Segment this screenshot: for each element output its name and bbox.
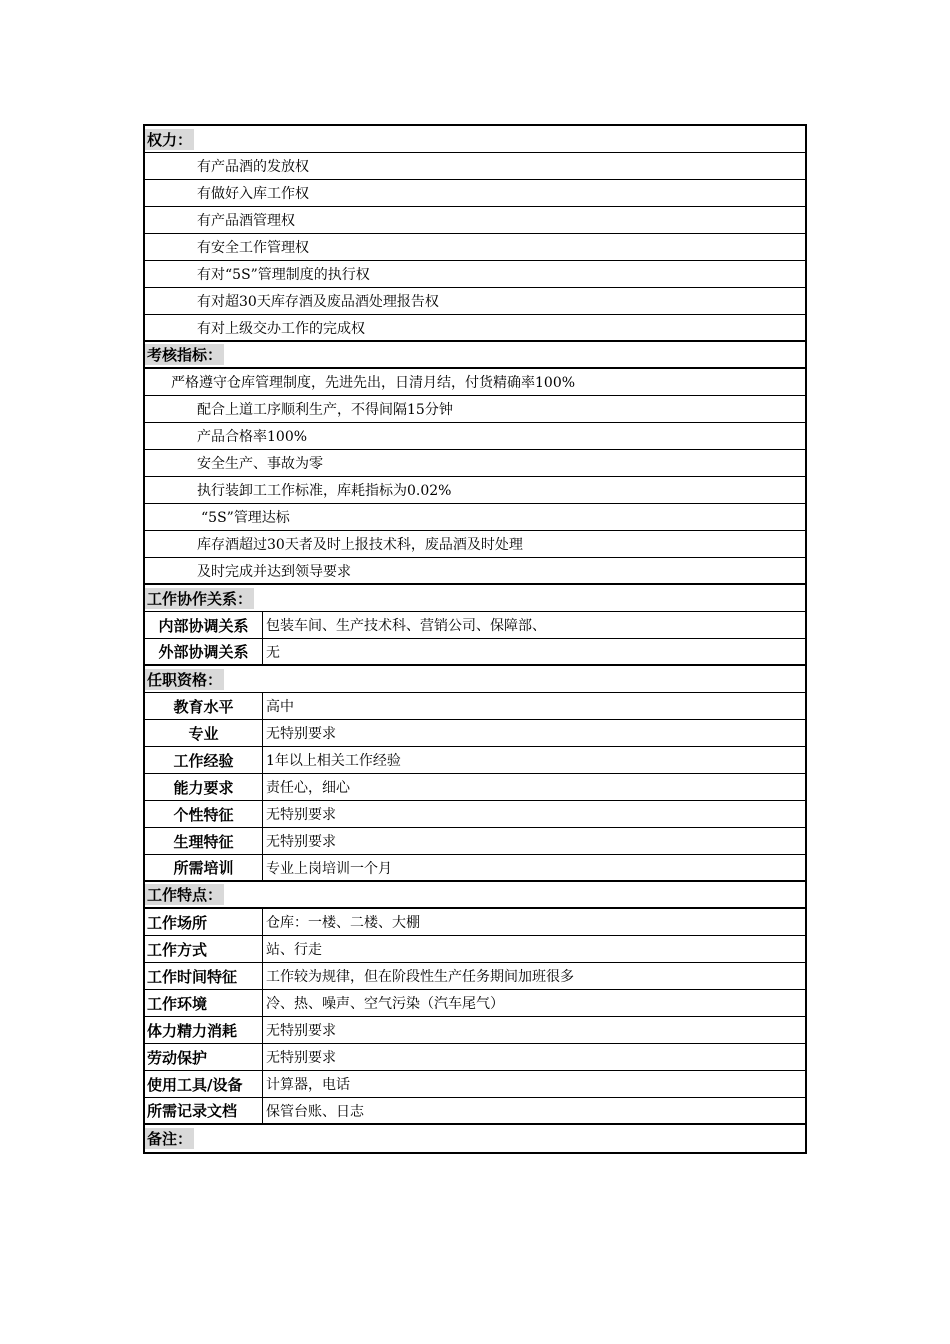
qualification-row	[145, 855, 805, 882]
features-label: 使用工具/设备	[145, 1071, 263, 1097]
features-value: 无特别要求	[266, 1023, 336, 1039]
cooperation-header	[145, 585, 805, 612]
features-row	[145, 1071, 805, 1098]
qualification-value: 专业上岗培训一个月	[266, 860, 392, 877]
features-value: 保管台账、日志	[266, 1103, 364, 1120]
authority-item: 有安全工作管理权	[145, 234, 805, 261]
kpi-item: 及时完成并达到领导要求	[145, 558, 805, 585]
cooperation-label: 内部协调关系	[145, 612, 263, 638]
remarks-title: 备注：	[147, 1130, 193, 1148]
qualification-header	[145, 666, 805, 693]
qualification-row	[145, 828, 805, 855]
job-description-table	[143, 124, 807, 1154]
qualification-row	[145, 693, 805, 720]
kpi-item: 执行装卸工工作标准，库耗指标为0.02%	[145, 477, 805, 504]
features-value: 仓库：一楼、二楼、大棚	[266, 915, 420, 931]
features-row	[145, 1098, 805, 1125]
qualification-row	[145, 720, 805, 747]
features-label: 工作场所	[145, 909, 263, 935]
features-row	[145, 1044, 805, 1071]
qualification-value: 无特别要求	[266, 834, 336, 850]
cooperation-row	[145, 612, 805, 639]
features-value: 工作较为规律，但在阶段性生产任务期间加班很多	[266, 969, 574, 985]
cooperation-value: 包装车间、生产技术科、营销公司、保障部、	[266, 618, 546, 634]
qualification-value: 无特别要求	[266, 807, 336, 823]
qualification-row	[145, 801, 805, 828]
qualification-value: 1年以上相关工作经验	[266, 753, 401, 769]
kpi-header	[145, 342, 805, 369]
features-title: 工作特点：	[147, 886, 223, 904]
features-label: 工作环境	[145, 990, 263, 1016]
features-label: 体力精力消耗	[145, 1017, 263, 1043]
qualification-row	[145, 747, 805, 774]
kpi-item: 产品合格率100%	[145, 423, 805, 450]
qualification-label: 所需培训	[145, 855, 263, 880]
qualification-value: 高中	[266, 699, 294, 715]
features-value: 冷、热、噪声、空气污染（汽车尾气）	[266, 996, 504, 1012]
kpi-item: 配合上道工序顺利生产，不得间隔15分钟	[145, 396, 805, 423]
qualification-value: 无特别要求	[266, 726, 336, 742]
cooperation-title: 工作协作关系：	[147, 589, 253, 608]
features-row	[145, 963, 805, 990]
authority-item: 有对上级交办工作的完成权	[145, 315, 805, 342]
authority-item: 有对“5S”管理制度的执行权	[145, 261, 805, 288]
kpi-item: 安全生产、事故为零	[145, 450, 805, 477]
qualification-label: 工作经验	[145, 747, 263, 773]
authority-title: 权力：	[147, 130, 193, 149]
cooperation-row	[145, 639, 805, 666]
kpi-title: 考核指标：	[147, 346, 223, 364]
qualification-label: 教育水平	[145, 693, 263, 719]
qualification-row	[145, 774, 805, 801]
features-label: 工作方式	[145, 936, 263, 962]
kpi-item: 库存酒超过30天者及时上报技术科，废品酒及时处理	[145, 531, 805, 558]
features-label: 所需记录文档	[145, 1098, 263, 1123]
qualification-label: 能力要求	[145, 774, 263, 800]
cooperation-label: 外部协调关系	[145, 639, 263, 664]
qualification-label: 专业	[145, 720, 263, 746]
qualification-title: 任职资格：	[147, 670, 223, 689]
qualification-value: 责任心，细心	[266, 780, 350, 796]
features-row	[145, 936, 805, 963]
kpi-item: “5S”管理达标	[145, 504, 805, 531]
qualification-label: 生理特征	[145, 828, 263, 854]
features-row	[145, 909, 805, 936]
features-row	[145, 990, 805, 1017]
features-value: 站、行走	[266, 942, 322, 958]
features-row	[145, 1017, 805, 1044]
remarks-header	[145, 1125, 805, 1152]
authority-item: 有做好入库工作权	[145, 180, 805, 207]
features-header	[145, 882, 805, 909]
authority-item: 有产品酒管理权	[145, 207, 805, 234]
qualification-label: 个性特征	[145, 801, 263, 827]
authority-item: 有对超30天库存酒及废品酒处理报告权	[145, 288, 805, 315]
kpi-item: 严格遵守仓库管理制度，先进先出，日清月结，付货精确率100%	[145, 369, 805, 396]
authority-header	[145, 126, 805, 153]
features-value: 计算器，电话	[266, 1077, 350, 1093]
features-value: 无特别要求	[266, 1050, 336, 1066]
features-label: 劳动保护	[145, 1044, 263, 1070]
features-label: 工作时间特征	[145, 963, 263, 989]
cooperation-value: 无	[266, 644, 280, 661]
authority-item: 有产品酒的发放权	[145, 153, 805, 180]
